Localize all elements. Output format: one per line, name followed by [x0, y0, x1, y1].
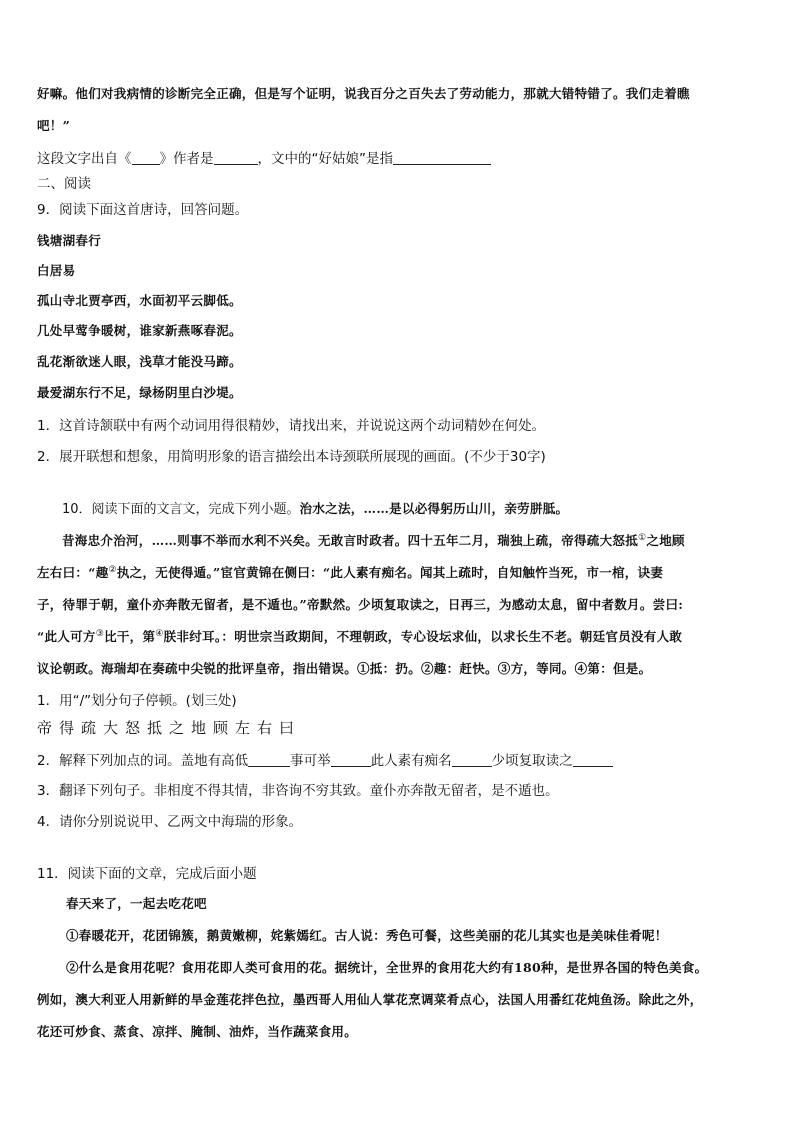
text: 昔海忠介治河，……则事不举而水利不兴矣。无敢言时政者。四十五年二月，瑞独上疏，帝得疏大怒抵 — [62, 533, 639, 548]
question-10-1: 1．用“/”划分句子停顿。(划三处) — [37, 693, 237, 709]
poem-line: 乱花渐欲迷人眼，浅草才能没马蹄。 — [37, 354, 242, 369]
poem-line: 最爱湖东行不足，绿杨阴里白沙堤。 — [37, 385, 242, 400]
footnote-mark: ② — [108, 564, 117, 575]
passage-line — [37, 627, 682, 645]
answer-blank[interactable] — [393, 150, 491, 165]
answer-blank[interactable] — [214, 150, 258, 165]
text: 10．阅读下面的文言文，完成下列小题。 — [62, 502, 300, 517]
question-9-1: 1．这首诗颔联中有两个动词用得很精妙，请找出来，并说说这两个动词精妙在何处。 — [37, 418, 546, 434]
question-10-4: 4．请你分别说说甲、乙两文中海瑞的形象。 — [37, 814, 303, 830]
text: 事可举 — [290, 753, 331, 769]
footnote-mark: ④ — [155, 628, 164, 639]
poem-line: 孤山寺北贾亭西，水面初平云脚低。 — [37, 293, 242, 308]
answer-blank[interactable] — [248, 752, 290, 767]
text: 朕非纣耳。：明世宗当政期间，不理朝政，专心设坛求仙，以求长生不老。朝廷官员没有人敢 — [163, 629, 683, 644]
text: 执之，无使得遁。”宦官黄锦在侧曰：“此人素有痴名。闻其上疏时，自知触忤当死，市一棺，诀妻 — [116, 565, 664, 580]
answer-blank[interactable] — [132, 150, 160, 165]
passage-line: 议论朝政。海瑞却在奏疏中尖锐的批评皇帝，指出错误。①抵：扔。②趣：赶快。③方，等同。④第：但是。 — [37, 661, 652, 676]
footnote-mark: ① — [638, 532, 647, 543]
section-heading: 二、阅读 — [37, 176, 91, 192]
text-line: 好嘛。他们对我病情的诊断完全正确，但是写个证明，说我百分之百失去了劳动能力，那就大错特错了。我们走着瞧 — [37, 86, 690, 101]
article-line: 例如，澳大利亚人用新鲜的旱金莲花拌色拉，墨西哥人用仙人掌花烹调菜肴点心，法国人用番红花炖鱼汤。除此之外， — [37, 992, 703, 1007]
poem-author: 白居易 — [37, 263, 76, 278]
poem-title: 钱塘湖春行 — [37, 233, 102, 248]
footnote-mark: ③ — [95, 628, 105, 639]
question-9: 9．阅读下面这首唐诗，回答问题。 — [37, 202, 249, 218]
answer-blank[interactable] — [573, 752, 613, 767]
question-9-2: 2．展开联想和想象，用简明形象的语言描绘出本诗颈联所展现的画面。(不少于30字) — [37, 449, 546, 465]
text-line: 吧！” — [37, 118, 71, 133]
sentence-to-divide: 帝得疏大怒抵之地顾左右曰 — [37, 719, 302, 737]
passage-line — [37, 563, 663, 581]
article-line: ①春暖花开，花团锦簇，鹅黄嫩柳，姹紫嫣红。古人说：秀色可餐，这些美丽的花儿其实也是美味佳肴呢！ — [66, 928, 668, 943]
text: 这段文字出自《 — [37, 151, 132, 167]
passage-line: 子，待罪于朝，童仆亦奔散无留者，是不遁也。”帝默然。少顷复取读之，日再三，为感动太息，留中者数月。尝曰: — [37, 597, 684, 612]
question-10-2 — [37, 749, 613, 769]
answer-blank[interactable] — [452, 752, 492, 767]
question-10-3: 3．翻译下列句子。非相度不得其情，非咨询不穷其致。童仆亦奔散无留者，是不遁也。 — [37, 783, 559, 799]
text: 之地顾 — [646, 533, 685, 548]
passage-line — [62, 531, 685, 549]
text: ，文中的“好姑娘”是指 — [257, 151, 393, 167]
text: 治水之法，……是以必得躬历山川，亲劳胼胝。 — [299, 501, 569, 516]
article-line: 花还可炒食、蒸食、凉拌、腌制、油炸，当作蔬菜食用。 — [37, 1024, 358, 1039]
text: 少顷复取读之 — [491, 753, 573, 769]
question-8-fill — [37, 147, 491, 167]
text: “此人可方 — [37, 629, 96, 644]
answer-blank[interactable] — [331, 752, 371, 767]
text: 2．解释下列加点的词。盖地有高低 — [37, 753, 249, 769]
text: 》作者是 — [159, 151, 214, 167]
question-10 — [62, 498, 568, 517]
poem-line: 几处早莺争暖树，谁家新燕啄春泥。 — [37, 323, 242, 338]
text: 此人素有痴名 — [370, 753, 452, 769]
text: 比干，第 — [104, 629, 156, 644]
article-title: 春天来了，一起去吃花吧 — [66, 896, 207, 911]
text: 左右曰：“趣 — [37, 565, 109, 580]
article-line: ②什么是食用花呢？食用花即人类可食用的花。据统计，全世界的食用花大约有180种，是世界各国的特色美食。 — [66, 960, 708, 975]
question-11: 11．阅读下面的文章，完成后面小题 — [37, 866, 257, 882]
